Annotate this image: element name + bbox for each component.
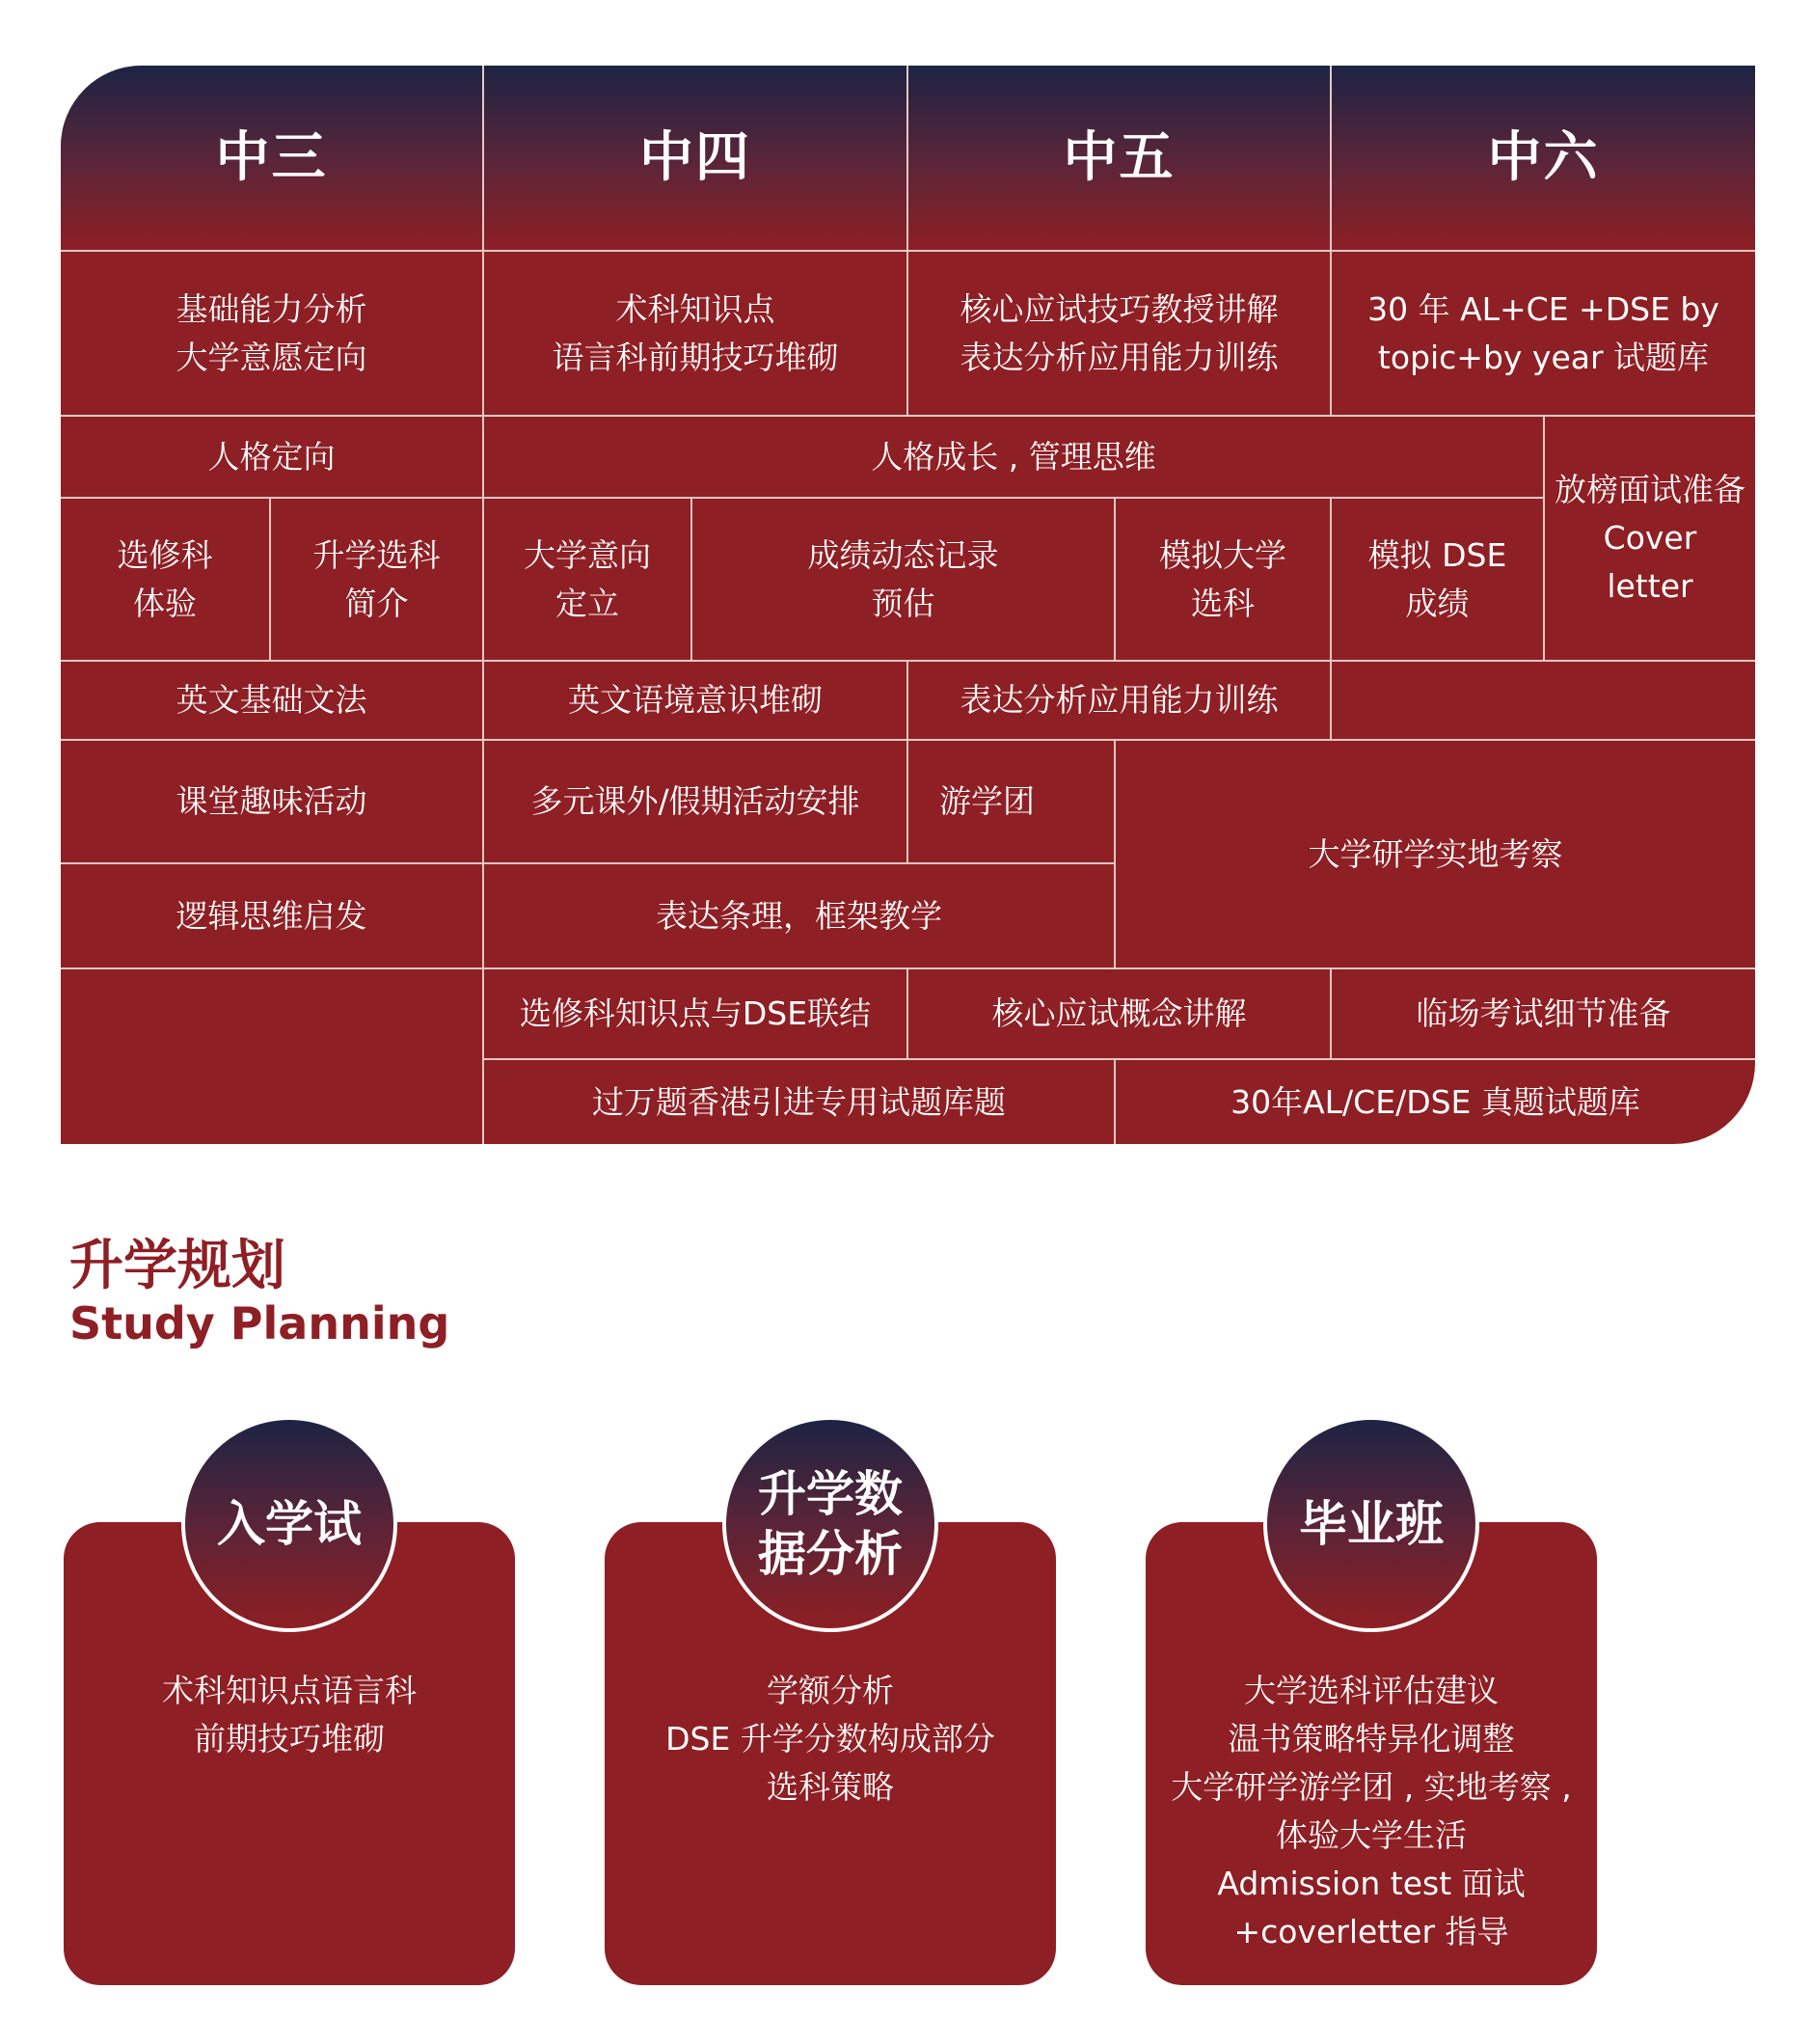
expression-analysis-training: 表达分析应用能力训练 <box>908 662 1332 741</box>
s5-core-exam-skills: 核心应试技巧教授讲解 表达分析应用能力训练 <box>908 252 1332 417</box>
study-tour: 游学团 <box>908 741 1116 864</box>
elective-dse-link: 选修科知识点与DSE联结 <box>484 969 908 1060</box>
badge-entrance-exam: 入学试 <box>181 1416 397 1632</box>
results-interview-prep: 放榜面试准备 Cover letter <box>1545 417 1755 662</box>
hk-question-bank: 过万题香港引进专用试题库题 <box>484 1060 1116 1144</box>
s3-basic-analysis: 基础能力分析 大学意愿定向 <box>61 252 484 417</box>
empty-cell-s3 <box>61 969 484 1144</box>
structured-expression: 表达条理，框架教学 <box>484 864 1116 969</box>
grade-tracking: 成绩动态记录 预估 <box>692 499 1116 662</box>
english-grammar: 英文基础文法 <box>61 662 484 741</box>
header-s4: 中四 <box>484 66 908 252</box>
section-title-en: Study Planning <box>69 1297 450 1349</box>
english-context: 英文语境意识堆砌 <box>484 662 908 741</box>
personality-growth: 人格成长 , 管理思维 <box>484 417 1545 499</box>
university-intention: 大学意向 定立 <box>484 499 692 662</box>
mock-university-selection: 模拟大学 选科 <box>1116 499 1332 662</box>
core-exam-concepts: 核心应试概念讲解 <box>908 969 1332 1060</box>
class-activities: 课堂趣味活动 <box>61 741 484 864</box>
empty-cell-s6 <box>1332 662 1755 741</box>
badge-graduating-class: 毕业班 <box>1263 1416 1479 1632</box>
elective-experience: 选修科 体验 <box>61 499 271 662</box>
curriculum-table <box>61 66 1755 1144</box>
header-s3: 中三 <box>61 66 484 252</box>
exam-detail-prep: 临场考试细节准备 <box>1332 969 1755 1060</box>
card-graduating-class-body: 大学选科评估建议 温书策略特异化调整 大学研学游学团 , 实地考察 , 体验大学生活 Admission test 面试 +coverletter 指导 <box>1171 1672 1572 1950</box>
personality-orientation: 人格定向 <box>61 417 484 499</box>
subject-selection-intro: 升学选科 简介 <box>271 499 484 662</box>
header-s5: 中五 <box>908 66 1332 252</box>
badge-data-analysis: 升学数 据分析 <box>722 1416 938 1632</box>
s4-subject-knowledge: 术科知识点 语言科前期技巧堆砌 <box>484 252 908 417</box>
university-field-visit: 大学研学实地考察 <box>1116 741 1755 969</box>
card-entrance-exam-body: 术科知识点语言科 前期技巧堆砌 <box>162 1672 417 1758</box>
section-title-cn: 升学规划 <box>69 1235 285 1297</box>
s6-question-bank: 30 年 AL+CE +DSE by topic+by year 试题库 <box>1332 252 1755 417</box>
mock-dse-results: 模拟 DSE 成绩 <box>1332 499 1545 662</box>
card-data-analysis-body: 学额分析 DSE 升学分数构成部分 选科策略 <box>665 1672 995 1806</box>
header-s6: 中六 <box>1332 66 1755 252</box>
logical-thinking: 逻辑思维启发 <box>61 864 484 969</box>
extracurricular-activities: 多元课外/假期活动安排 <box>484 741 908 864</box>
past-paper-bank: 30年AL/CE/DSE 真题试题库 <box>1231 1082 1640 1121</box>
